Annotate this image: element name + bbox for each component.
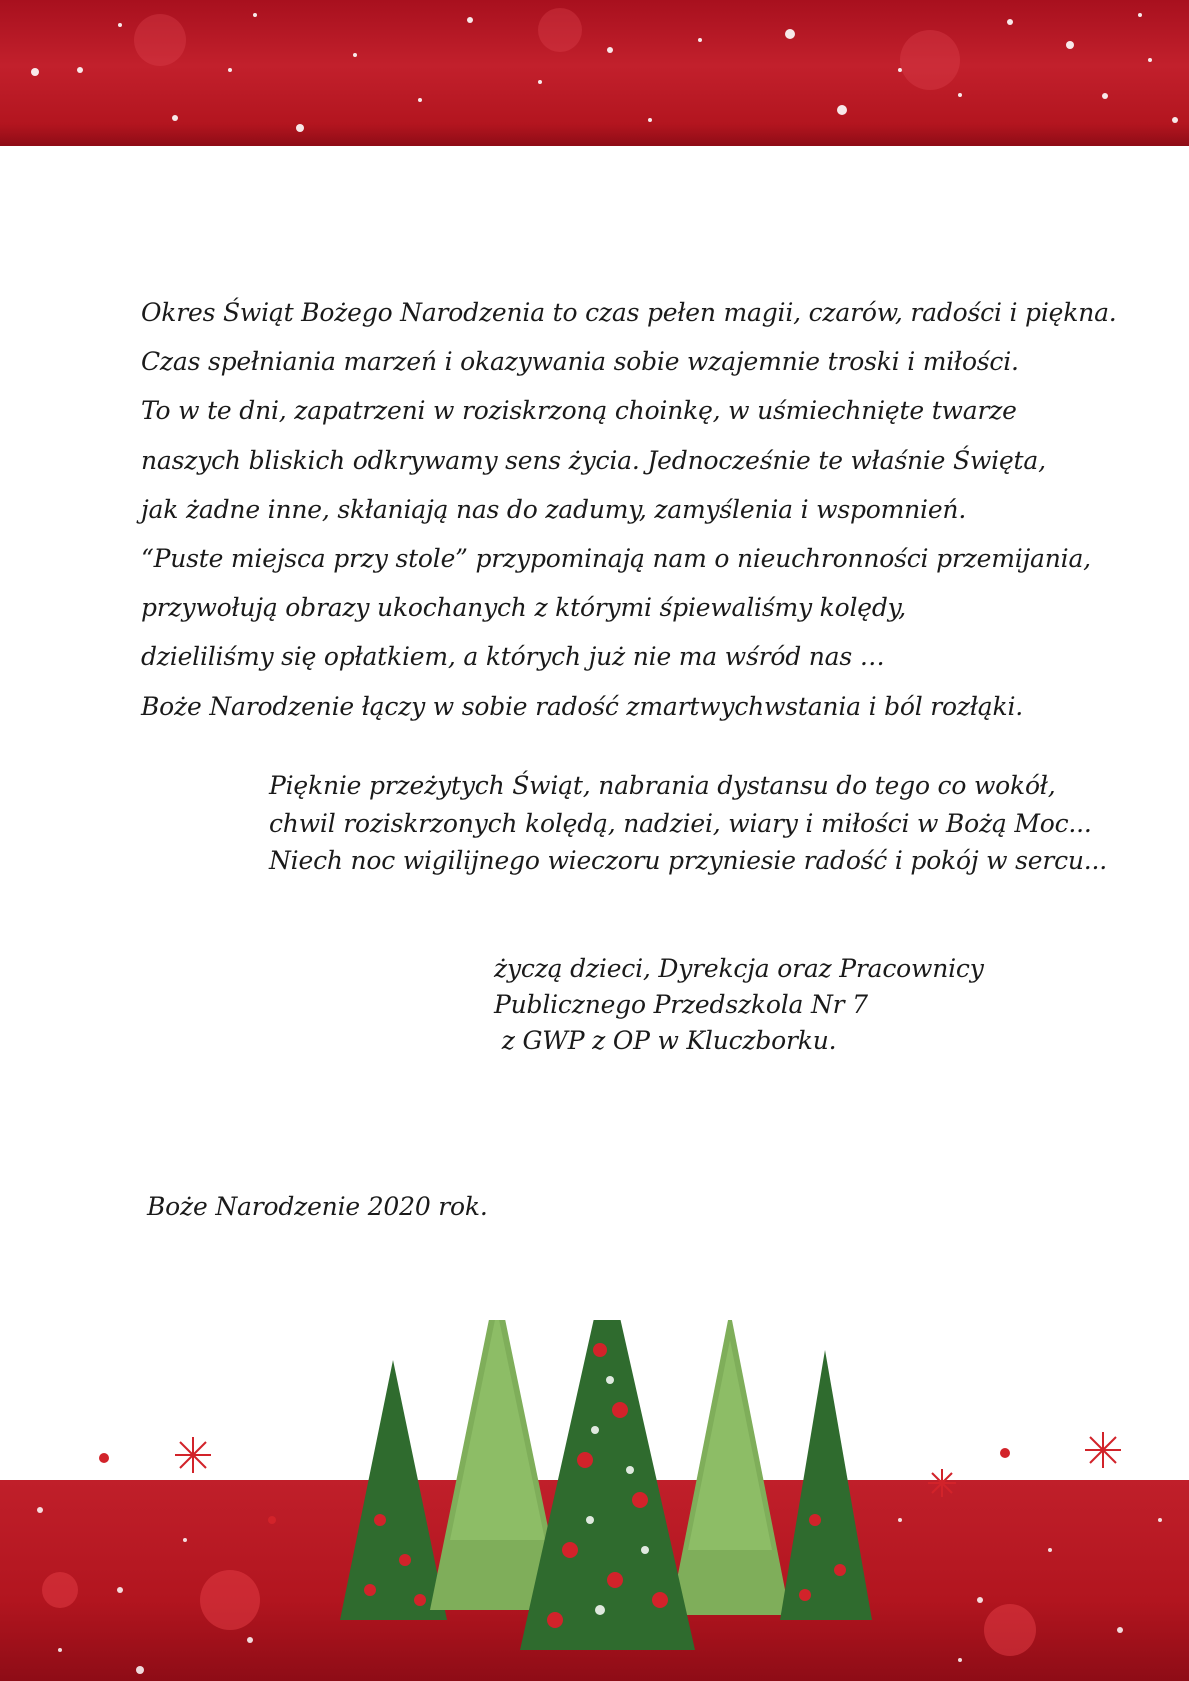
wish-line: chwil roziskrzonych kolędą, nadziei, wiary i miłości w Bożą Moc...: [269, 808, 1092, 838]
paragraph-line: To w te dni, zapatrzeni w roziskrzoną choinkę, w uśmiechnięte twarze: [141, 396, 1017, 426]
paragraph-line: dzieliliśmy się opłatkiem, a których już nie ma wśród nas …: [141, 642, 885, 672]
wish-line: Niech noc wigilijnego wieczoru przyniesie radość i pokój w sercu...: [269, 846, 1108, 875]
paragraph-line: Boże Narodzenie łączy w sobie radość zmartwychwstania i ból rozłąki.: [141, 691, 1023, 721]
christmas-trees-illustration: [0, 1320, 1189, 1681]
paragraph-line: “Puste miejsca przy stole” przypominają nam o nieuchronności przemijania,: [141, 544, 1091, 574]
paragraph-line: Czas spełniania marzeń i okazywania sobie wzajemnie troski i miłości.: [141, 347, 1019, 377]
signature-line: Publicznego Przedszkola Nr 7: [494, 990, 868, 1019]
holiday-wishes: [269, 767, 1129, 880]
tree-icon: [340, 1360, 447, 1620]
paragraph-line: Okres Świąt Bożego Narodzenia to czas pełen magii, czarów, radości i piękna.: [141, 298, 1117, 327]
letter-paragraph: [141, 288, 1117, 731]
tree-icon: [520, 1320, 695, 1650]
paragraph-line: jak żadne inne, skłaniają nas do zadumy, zamyślenia i wspomnień.: [141, 494, 967, 524]
tree-icon: [670, 1320, 790, 1615]
paragraph-line: naszych bliskich odkrywamy sens życia. Jednocześnie te właśnie Święta,: [141, 445, 1046, 475]
signature-line: z GWP z OP w Kluczborku.: [494, 1026, 837, 1055]
top-sparkles-decoration: [0, 0, 1189, 146]
letter-date: Boże Narodzenie 2020 rok.: [147, 1192, 488, 1221]
signature-line: życzą dzieci, Dyrekcja oraz Pracownicy: [494, 954, 984, 983]
signature-block: [494, 951, 1054, 1059]
wish-line: Pięknie przeżytych Świąt, nabrania dystansu do tego co wokół,: [269, 771, 1056, 800]
top-red-banner: [0, 0, 1189, 146]
tree-icon: [780, 1350, 872, 1620]
paragraph-line: przywołują obrazy ukochanych z którymi śpiewaliśmy kolędy,: [141, 593, 906, 623]
